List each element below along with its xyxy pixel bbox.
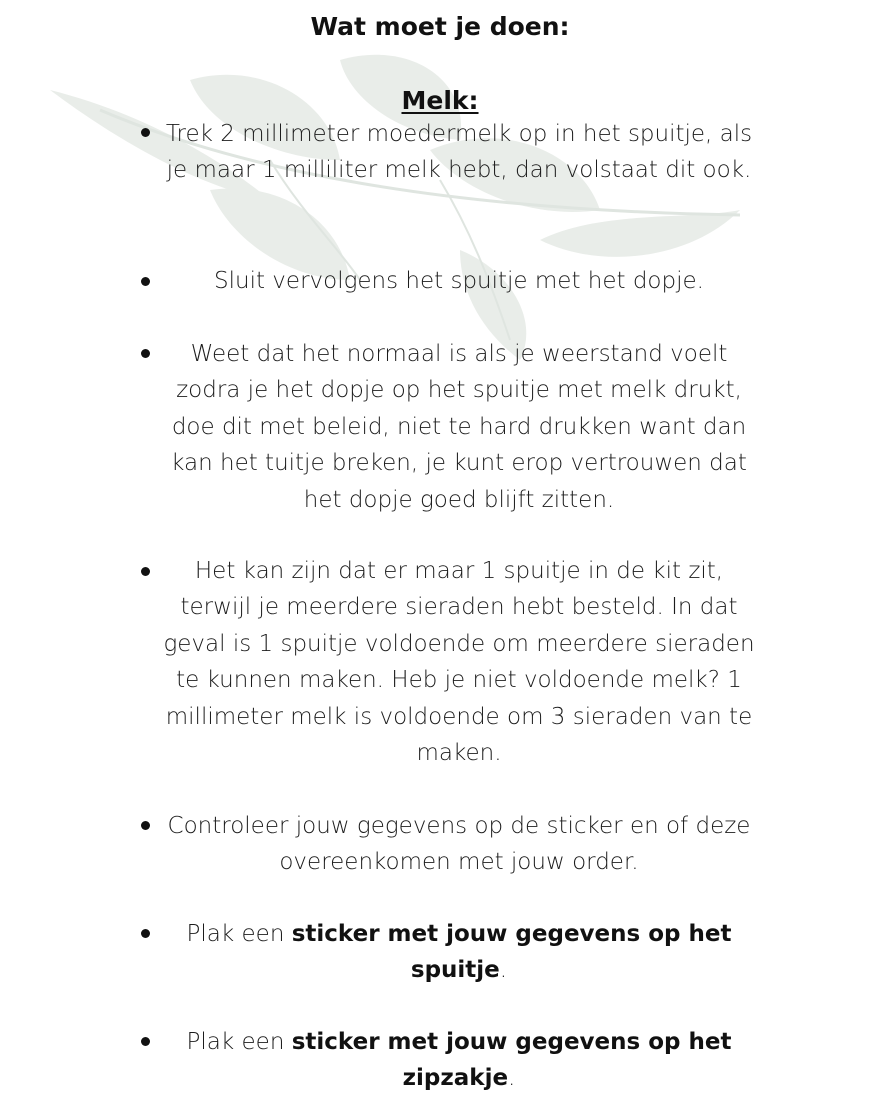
bullet-icon (141, 349, 150, 358)
list-item-prefix: Plak een (186, 921, 292, 947)
bullet-icon (141, 567, 150, 576)
list-item-suffix: . (508, 1065, 516, 1092)
list-item: Sluit vervolgens het spuitje met het dopje. (214, 268, 704, 294)
bullet-icon (141, 1037, 150, 1046)
list-item-suffix: . (499, 957, 508, 984)
list-item-bold: sticker met jouw gegevens op het zipzakje (291, 1029, 732, 1092)
bullet-icon (141, 128, 150, 137)
bullet-icon (141, 929, 150, 938)
bullet-icon (141, 277, 150, 286)
section-heading-melk: Melk: (401, 86, 479, 115)
bullet-icon (141, 821, 150, 830)
list-item-bold: sticker met jouw gegevens op het spuitje (291, 921, 732, 984)
list-item (160, 1024, 758, 1097)
page-title: Wat moet je doen: (310, 12, 570, 41)
list-item: Het kan zijn dat er maar 1 spuitje in de kit zit, terwijl je meerdere sieraden hebt besteld. In dat geval is 1 spuitje voldoende om meerdere sieraden te kunnen maken. Heb je niet voldoende melk? 1 millimeter melk is voldoende om 3 sieraden van te maken. (163, 558, 755, 767)
list-item-prefix: Plak een (186, 1029, 292, 1055)
list-item: Weet dat het normaal is als je weerstand voelt zodra je het dopje op het spuitje met melk drukt, doe dit met beleid, niet te hard drukken want dan kan het tuitje breken, je kunt erop vertrouwen dat het dopje goed blijft zitten. (171, 341, 747, 513)
list-item: Controleer jouw gegevens op de sticker en of deze overeenkomen met jouw order. (167, 813, 751, 876)
list-item (160, 916, 758, 989)
list-item: Trek 2 millimeter moedermelk op in het spuitje, als je maar 1 milliliter melk hebt, dan volstaat dit ook. (165, 121, 753, 184)
